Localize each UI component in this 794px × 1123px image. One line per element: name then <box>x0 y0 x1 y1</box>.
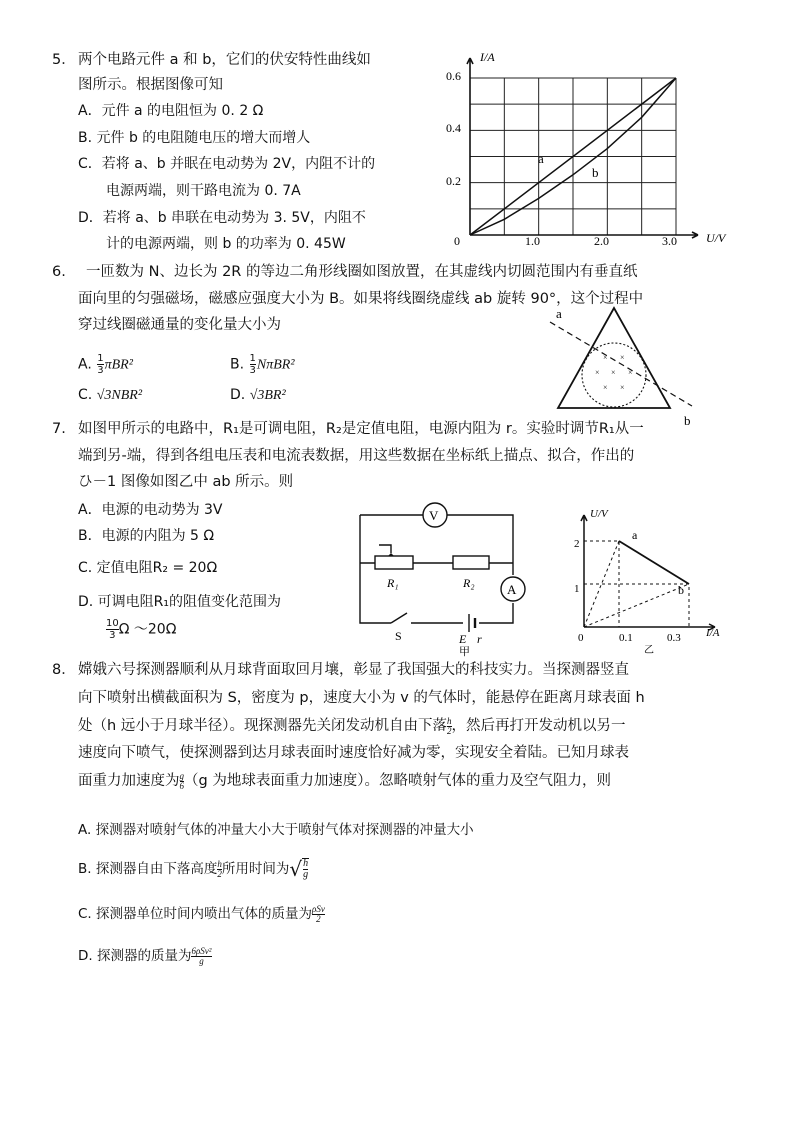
q6-stem-line2: 面向里的匀强磁场，磁感应强度大小为 B。如果将线圈绕虚线 ab 旋转 90°，这个过程中 <box>78 291 644 307</box>
q5-option-b: B. 元件 b 的电阻随电压的增大而增人 <box>78 130 311 146</box>
q8-b-h2-den: 2 <box>217 868 222 879</box>
q5-ytick-0.4: 0.4 <box>446 121 461 135</box>
q6-option-c <box>78 385 142 406</box>
q5-option-c-cont: 电源两端，则干路电流为 0. 7A <box>106 183 301 199</box>
q5-stem-line1: 两个电路元件 a 和 b，它们的伏安特性曲线如 <box>78 52 371 68</box>
q6-a-frac-num: 1 <box>97 353 104 364</box>
q5-curve-b-label: b <box>592 165 599 180</box>
q8-option-d <box>78 946 212 966</box>
q7-xtick-0.1: 0.1 <box>619 632 633 644</box>
q8-sqrt-sign: √ <box>289 857 303 881</box>
q7-dashed-guides <box>584 541 689 627</box>
q7-stem-line1: 如图甲所示的电路中，R₁是可调电阻，R₂是定值电阻，电源内阻为 r。实验时调节R₁从一 <box>78 421 644 437</box>
q8-stem-line2: 向下喷射出横截面积为 S，密度为 p，速度大小为 v 的气体时，能悬停在距离月球表面 h <box>78 690 645 706</box>
q6-option-a <box>78 353 133 376</box>
q5-option-d: D．若将 a、b 串联在电动势为 3. 5V，内阻不 <box>78 210 366 226</box>
q8-option-c-pre: C. 探测器单位时间内喷出气体的质量为 <box>78 906 313 922</box>
q6-option-d <box>230 385 286 406</box>
q5-number: 5． <box>52 52 76 68</box>
q7-number: 7. <box>52 421 66 437</box>
svg-text:×: × <box>595 368 600 377</box>
q7-rheostat-slider <box>388 553 394 556</box>
q7-ytick-2: 2 <box>574 538 580 550</box>
q8-d-frac-num: 6ρSv² <box>191 945 212 956</box>
q5-xtick-2.0: 2.0 <box>594 234 609 248</box>
q8-stem-line3-post: ，然后再打开发动机以另一 <box>451 718 626 734</box>
q7-resistor-r1 <box>375 556 413 569</box>
q8-h2-num: h <box>447 715 452 726</box>
q6-option-b-expr: NπBR² <box>256 357 295 373</box>
q7-ytick-1: 1 <box>574 583 580 595</box>
q7-r1-label: R₁ <box>387 576 399 590</box>
q5-option-a: A．元件 a 的电阻恒为 0. 2 Ω <box>78 103 264 119</box>
q7-ui-graph <box>570 505 730 655</box>
q8-sqrt-num: h <box>303 858 309 869</box>
q6-stem-line3: 穿过线圈磁通量的变化量大小为 <box>78 317 281 333</box>
q8-h2-den: 2 <box>447 725 452 736</box>
q7-d-frac-den: 3 <box>109 630 116 641</box>
q7-y-axis-label: U/V <box>590 508 608 520</box>
q7-internal-r-label: r <box>477 632 482 646</box>
q7-d-frac-num: 10 <box>106 618 119 629</box>
q8-option-b-mid: 所用时间为 <box>221 861 290 877</box>
q5-curve-a-label: a <box>538 151 544 166</box>
q7-origin: 0 <box>578 632 584 644</box>
q8-g6-den: 6 <box>179 780 184 791</box>
q5-ytick-0.2: 0.2 <box>446 174 461 188</box>
q5-iu-graph <box>440 45 740 255</box>
svg-text:×: × <box>620 383 625 392</box>
svg-text:×: × <box>620 353 625 362</box>
q6-option-b-label: B. <box>230 356 245 373</box>
q5-xtick-3.0: 3.0 <box>662 234 677 248</box>
q5-ytick-0.6: 0.6 <box>446 69 461 83</box>
svg-text:×: × <box>628 368 633 377</box>
q8-number: 8． <box>52 662 76 678</box>
q8-b-h2-num: h <box>217 858 222 869</box>
q7-battery-gap <box>463 617 479 629</box>
q8-option-d-pre: D. 探测器的质量为 <box>78 948 192 964</box>
q7-point-a-label: a <box>632 528 638 542</box>
q6-stem-line1: 一匝数为 N、边长为 2R 的等边二角形线圈如图放置，在其虚线内切圆范围内有垂直纸 <box>86 264 638 280</box>
q6-option-c-label: C. <box>78 387 93 403</box>
q7-emf-label: E <box>459 632 467 646</box>
q7-option-a: A．电源的电动势为 3V <box>78 502 223 518</box>
q6-number: 6. <box>52 264 66 280</box>
q7-option-d-range <box>106 618 176 641</box>
q6-option-d-expr: √3BR² <box>249 388 286 403</box>
q8-option-b <box>78 858 309 880</box>
q6-a-frac-den: 3 <box>97 365 104 376</box>
q7-stem-line3: ひ－1 图像如图乙中 ab 所示。则 <box>78 474 294 490</box>
q8-stem-line1: 嫦娥六号探测器顺利从月球背面取回月壤，彰显了我国强大的科技实力。当探测器竖直 <box>78 662 629 678</box>
q7-resistor-r2 <box>453 556 489 569</box>
q6-b-frac-den: 3 <box>249 365 256 376</box>
q6-label-b: b <box>684 413 691 428</box>
q7-option-c: C. 定值电阻R₂ = 20Ω <box>78 560 218 576</box>
q7-point-b-label: b <box>678 583 684 597</box>
q6-label-a: a <box>556 306 562 321</box>
q6-option-a-label: A. <box>78 356 92 373</box>
q6-field-crosses <box>595 353 633 392</box>
q7-r2-label: R₂ <box>463 576 475 590</box>
q6-b-frac-num: 1 <box>249 353 256 364</box>
q7-voltmeter-label: V <box>429 508 439 523</box>
q7-line-ab <box>619 541 689 584</box>
q7-option-d-range-text: Ω ～20Ω <box>118 621 177 638</box>
q5-x-axis-label: U/V <box>706 231 726 245</box>
q6-triangle-figure <box>540 300 710 430</box>
q7-axes <box>581 515 715 630</box>
svg-text:×: × <box>603 353 608 362</box>
q5-option-d-cont: 计的电源两端，则 b 的功率为 0. 45W <box>106 236 346 252</box>
q8-option-c <box>78 904 325 924</box>
q7-switch-label: S <box>395 629 402 643</box>
svg-text:×: × <box>603 383 608 392</box>
q6-option-c-expr: √3NBR² <box>96 388 143 403</box>
q8-stem-line5 <box>78 771 611 791</box>
q8-option-a: A. 探测器对喷射气体的冲量大小大于喷射气体对探测器的冲量大小 <box>78 822 474 838</box>
q8-stem-line3-pre: 处（h 远小于月球半径）。现探测器先关闭发动机自由下落 <box>78 718 448 734</box>
q5-origin-label: 0 <box>454 234 460 248</box>
q7-ammeter-label: A <box>507 582 517 597</box>
q7-xtick-0.3: 0.3 <box>667 632 681 644</box>
q8-stem-line5-post: （g 为地球表面重力加速度）。忽略喷射气体的重力及空气阻力，则 <box>184 773 612 789</box>
q7-option-b: B．电源的内阻为 5 Ω <box>78 528 215 544</box>
svg-text:×: × <box>611 368 616 377</box>
q8-d-frac-den: g <box>199 955 204 966</box>
q8-stem-line4: 速度向下喷气，使探测器到达月球表面时速度恰好减为零，实现安全着陆。已知月球表 <box>78 745 629 761</box>
q8-option-b-pre: B. 探测器自由下落高度 <box>78 861 218 877</box>
q7-caption-jia: 甲 <box>459 646 470 658</box>
q8-g6-num: g <box>179 770 184 781</box>
q8-c-frac-num: ρSv <box>312 903 325 914</box>
q8-sqrt-den: g <box>303 869 309 880</box>
q6-option-a-expr: πBR² <box>104 357 133 373</box>
q6-triangle-coil <box>558 308 670 408</box>
q7-option-d: D. 可调电阻R₁的阻值变化范围为 <box>78 594 282 610</box>
q6-option-b <box>230 353 295 376</box>
q8-c-frac-den: 2 <box>316 913 321 924</box>
q8-stem-line3 <box>78 716 626 736</box>
q7-x-axis-label: I/A <box>706 627 720 639</box>
q5-stem-line2: 图所示。根据图像可知 <box>78 77 223 93</box>
q8-stem-line5-pre: 面重力加速度为 <box>78 773 180 789</box>
q6-option-d-label: D. <box>230 387 246 403</box>
q7-switch-gap <box>391 619 411 627</box>
q7-caption-yi: 乙 <box>644 645 654 656</box>
q5-y-axis-label: I/A <box>480 50 495 64</box>
q5-xtick-1.0: 1.0 <box>525 234 540 248</box>
q7-circuit-diagram <box>355 495 530 658</box>
q7-stem-line2: 端到另-端，得到各组电压表和电流表数据，用这些数据在坐标纸上描点、拟合，作出的 <box>78 448 635 464</box>
q5-option-c: C．若将 a、b 并眠在电动势为 2V，内阻不计的 <box>78 156 376 172</box>
q6-axis-ab <box>550 322 692 406</box>
